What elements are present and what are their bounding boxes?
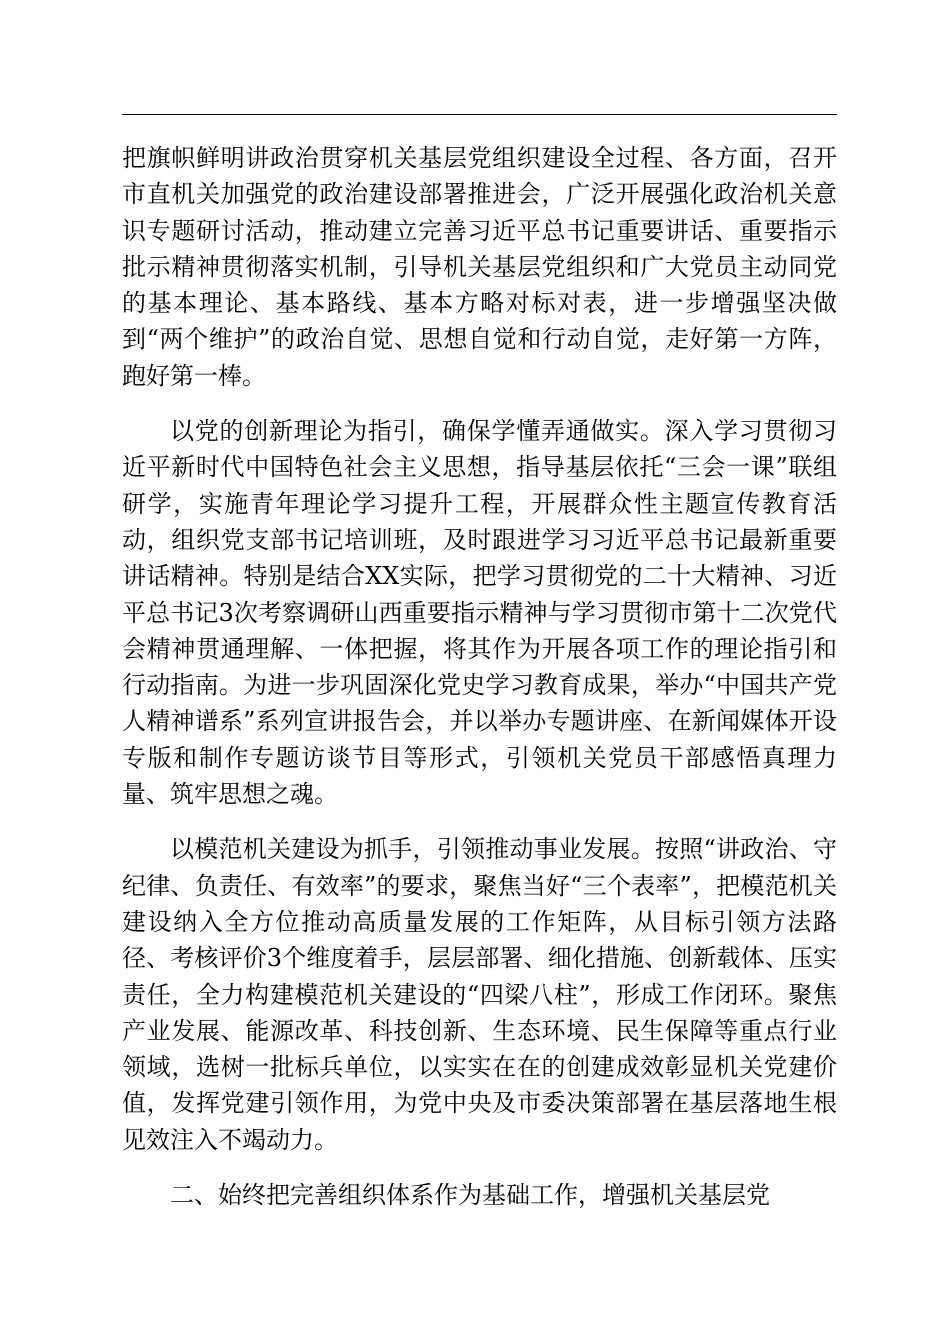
paragraph-model-organs: 以模范机关建设为抓手，引领推动事业发展。按照“讲政治、守纪律、负责任、有效率”的要求，聚焦当好“三个表率”，把模范机关建设纳入全方位推动高质量发展的工作矩阵，从目标引领方法路径、考核评价3个维度着手，层层部署、细化措施、创新载体、压实责任，全力构建模范机关建设的“四梁八柱”，形成工作闭环。聚焦产业发展、能源改革、科技创新、生态环境、民生保障等重点行业领域，选树一批标兵单位，以实实在在的创建成效彰显机关党建价值，发挥党建引领作用，为党中央及市委决策部署在基层落地生根见效注入不竭动力。 xyxy=(122,835,837,1154)
header-rule xyxy=(122,114,837,115)
paragraph-section-two-heading: 二、始终把完善组织体系作为基础工作，增强机关基层党 xyxy=(170,1181,770,1210)
body-text xyxy=(122,140,837,1232)
paragraph-innovative-theory: 以党的创新理论为指引，确保学懂弄通做实。深入学习贯彻习近平新时代中国特色社会主义思想，指导基层依托“三会一课”联组研学，实施青年理论学习提升工程，开展群众性主题宣传教育活动，组织党支部书记培训班，及时跟进学习习近平总书记最新重要讲话精神。特别是结合XX实际，把学习贯彻党的二十大精神、习近平总书记3次考察调研山西重要指示精神与学习贯彻市第十二次党代会精神贯通理解、一体把握，将其作为开展各项工作的理论指引和行动指南。为进一步巩固深化党史学习教育成果，举办“中国共产党人精神谱系”系列宣讲报告会，并以举办专题讲座、在新闻媒体开设专版和制作专题访谈节目等形式，引领机关党员干部感悟真理力量、筑牢思想之魂。 xyxy=(122,417,837,809)
paragraph-political-construction: 把旗帜鲜明讲政治贯穿机关基层党组织建设全过程、各方面，召开市直机关加强党的政治建设部署推进会，广泛开展强化政治机关意识专题研讨活动，推动建立完善习近平总书记重要讲话、重要指示批示精神贯彻落实机制，引导机关基层党组织和广大党员主动同党的基本理论、基本路线、基本方略对标对表，进一步增强坚决做到“两个维护”的政治自觉、思想自觉和行动自觉，走好第一方阵，跑好第一棒。 xyxy=(122,144,837,390)
